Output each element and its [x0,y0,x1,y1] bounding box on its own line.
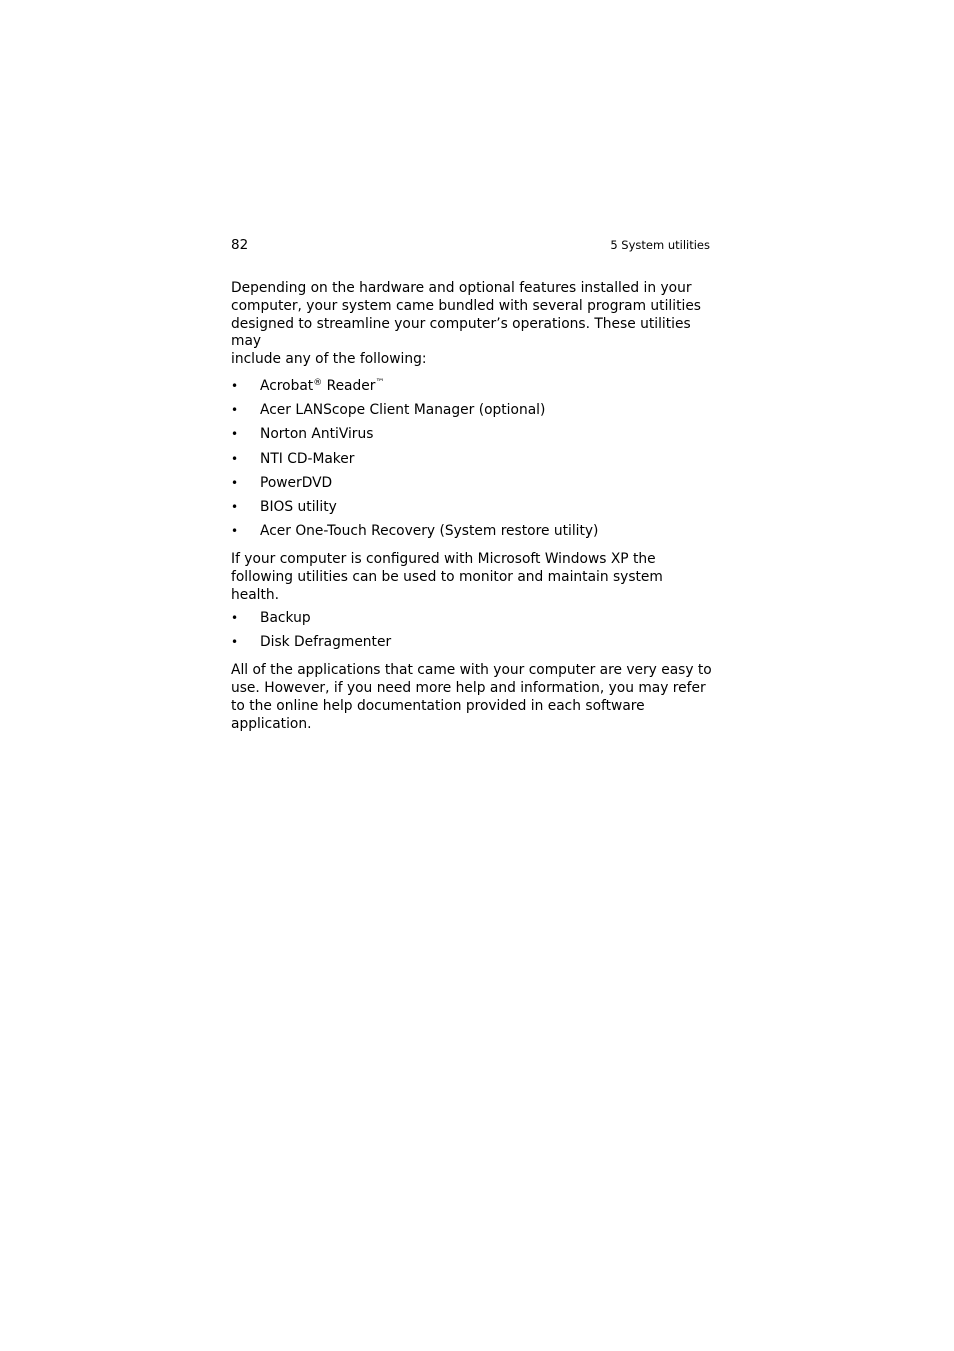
bullet-icon: • [231,524,239,539]
list-item-text: Reader [322,377,376,394]
list-item [231,475,713,493]
list-item-text: Acer One-Touch Recovery (System restore utility) [260,523,599,540]
utilities-list [231,378,713,541]
list-item-text: PowerDVD [260,474,333,491]
bullet-icon: • [231,378,239,393]
xp-intro-paragraph: If your computer is configured with Microsoft Windows XP the following utilities can be used to monitor and maintain system health. [231,550,663,603]
closing-paragraph: All of the applications that came with your computer are very easy to use. However, if you need more help and information, you may refer to the online help documentation provided in each software application. [231,662,712,732]
bullet-icon: • [231,611,239,626]
list-item [231,634,713,652]
trademark-mark: ™ [375,377,385,388]
list-item [231,402,713,420]
bullet-icon: • [231,451,239,466]
bullet-icon: • [231,403,239,418]
registered-mark: ® [313,377,323,388]
bullet-icon: • [231,499,239,514]
page-number: 82 [231,237,249,253]
bullet-icon: • [231,635,239,650]
list-item [231,610,713,628]
list-item [231,451,713,469]
list-item-text: NTI CD-Maker [260,450,355,467]
running-head: 5 System utilities [610,238,710,252]
xp-utilities-list [231,610,713,652]
list-item [231,499,713,517]
list-item-text: Acer LANScope Client Manager (optional) [260,402,546,419]
bullet-icon: • [231,475,239,490]
page-content [231,280,713,733]
list-item [231,426,713,444]
list-item [231,523,713,541]
list-item-text: Acrobat [260,377,314,394]
list-item [231,378,713,396]
list-item-text: BIOS utility [260,498,337,515]
bullet-icon: • [231,427,239,442]
list-item-text: Norton AntiVirus [260,426,374,443]
intro-paragraph: Depending on the hardware and optional features installed in your computer, your system came bundled with several program utilities designed to streamline your computer’s operations. These utilities may include any of the following: [231,280,701,368]
list-item-text: Disk Defragmenter [260,634,392,651]
list-item-text: Backup [260,610,311,627]
